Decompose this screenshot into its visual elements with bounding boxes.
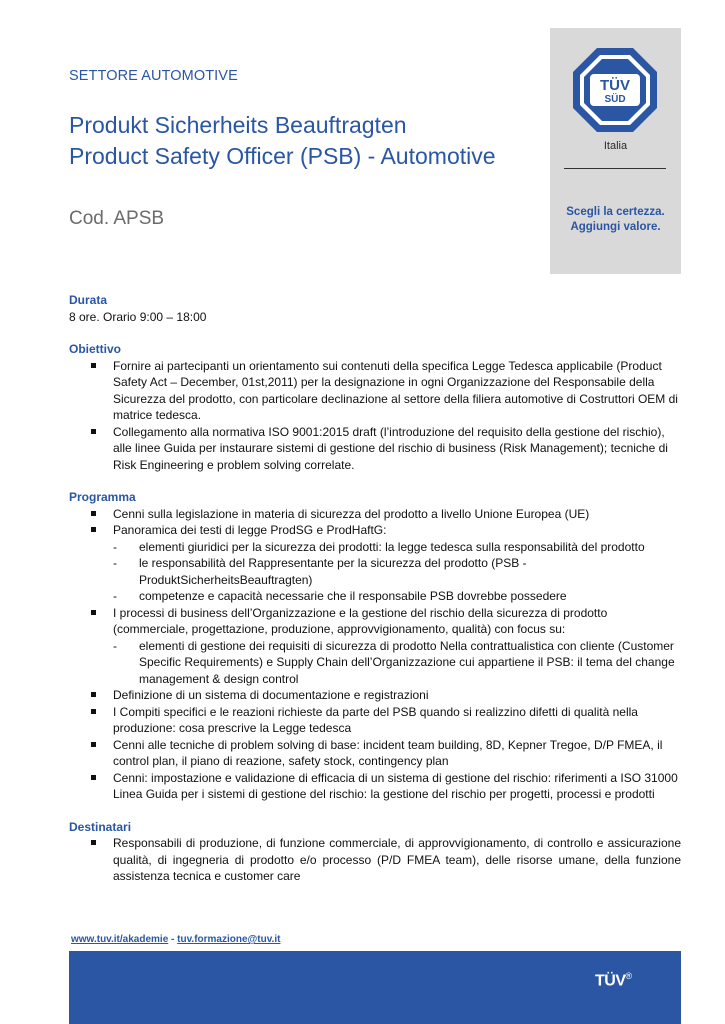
registered-mark: ®: [625, 971, 632, 981]
brand-slogan: [550, 205, 681, 235]
course-code: Cod. APSB: [69, 208, 165, 229]
list-item: I Compiti specifici e le reazioni richieste da parte del PSB quando si realizzino difetti di qualità nella produzione: cosa prescrive la Legge tedesca: [69, 704, 681, 737]
logo-bottom-text: SÜD: [604, 94, 626, 105]
programma-list: [69, 506, 681, 803]
list-item: Definizione di un sistema di documentazione e registrazioni: [69, 687, 681, 704]
footer-bar: [69, 951, 681, 1024]
sector-label: SETTORE AUTOMOTIVE: [69, 68, 238, 84]
list-item: Responsabili di produzione, di funzione commerciale, di approvvigionamento, di controllo e assicurazione qualità, di ingegneria di prodotto e/o processo (P/D FMEA team), delle risorse umane, della funzione assistenza tecnica e customer care: [69, 835, 681, 885]
obiettivo-list: [69, 358, 681, 474]
list-item: Cenni: impostazione e validazione di efficacia di un sistema di gestione del rischio: riferimenti a ISO 31000 Linea Guida per i sistemi di gestione del rischio: la gestione del rischio per progetti, processi e prodotti: [69, 770, 681, 803]
email-link[interactable]: tuv.formazione@tuv.it: [177, 934, 281, 945]
section-obiettivo: [69, 341, 681, 473]
list-item: Panoramica dei testi di legge ProdSG e ProdHaftG:: [69, 522, 681, 539]
list-item: Cenni alle tecniche di problem solving di base: incident team building, 8D, Kepner Tregoe, D/P FMEA, il control plan, il piano di reazione, safety stock, contingency plan: [69, 737, 681, 770]
slogan-line-2: Aggiungi valore.: [570, 221, 661, 233]
sub-list-item: - elementi di gestione dei requisiti di sicurezza di prodotto Nella contrattualistica con cliente (Customer Specific Requirements) e Supply Chain dell’Organizzazione cui appartiene il PSB: il tema del change management & design control: [69, 638, 681, 688]
list-item: Collegamento alla normativa ISO 9001:2015 draft (l’introduzione del requisito della gestione del rischio), alle linee Guida per instaurare sistemi di gestione del rischio di business (Risk Management); tecniche di Risk Engineering e problem solving correlate.: [69, 424, 681, 474]
tuv-sud-logo: [571, 46, 659, 134]
footer-links: [71, 934, 280, 945]
section-programma: [69, 489, 681, 803]
brand-panel: [550, 28, 681, 274]
website-link[interactable]: www.tuv.it/akademie: [71, 934, 169, 945]
sub-list-item: - elementi giuridici per la sicurezza dei prodotti: la legge tedesca sulla responsabilità del prodotto: [69, 539, 681, 556]
section-heading-destinatari: Destinatari: [69, 819, 132, 834]
list-item: Fornire ai partecipanti un orientamento sui contenuti della specifica Legge Tedesca applicabile (Product Safety Act – December, 01st,2011) per la designazione in ogni Organizzazione del Responsabile della Sicurezza del prodotto, con particolare declinazione al settore della filiera automotive di Costruttori OEM di matrice tedesca.: [69, 358, 681, 424]
page-title: [69, 110, 496, 172]
list-item: Cenni sulla legislazione in materia di sicurezza del prodotto a livello Unione Europea (UE): [69, 506, 681, 523]
section-heading-obiettivo: Obiettivo: [69, 342, 122, 356]
sub-list-item: - le responsabilità del Rappresentante per la sicurezza del prodotto (PSB - ProduktSicherheitsBeauftragten): [69, 555, 681, 588]
section-durata: [69, 292, 681, 325]
destinatari-list: [69, 835, 681, 885]
section-heading-durata: Durata: [69, 293, 108, 307]
brand-divider: [564, 168, 666, 169]
section-destinatari: [69, 819, 681, 885]
durata-text: 8 ore. Orario 9:00 – 18:00: [69, 309, 207, 324]
link-separator: -: [168, 934, 178, 945]
list-item: I processi di business dell’Organizzazione e la gestione del rischio della sicurezza di prodotto (commerciale, progettazione, produzione, approvvigionamento, qualità) con focus su:: [69, 605, 681, 638]
sub-list-item: - competenze e capacità necessarie che il responsabile PSB dovrebbe possedere: [69, 588, 681, 605]
section-heading-programma: Programma: [69, 490, 136, 504]
title-line-english: Product Safety Officer (PSB) - Automotive: [69, 143, 496, 169]
slogan-line-1: Scegli la certezza.: [566, 206, 665, 218]
logo-top-text: TÜV: [600, 77, 630, 94]
title-line-german: Produkt Sicherheits Beauftragten: [69, 112, 407, 138]
footer-logo: [595, 971, 632, 990]
footer-logo-text: TÜV: [595, 972, 626, 990]
country-label: Italia: [603, 140, 628, 152]
course-content: [69, 292, 681, 901]
